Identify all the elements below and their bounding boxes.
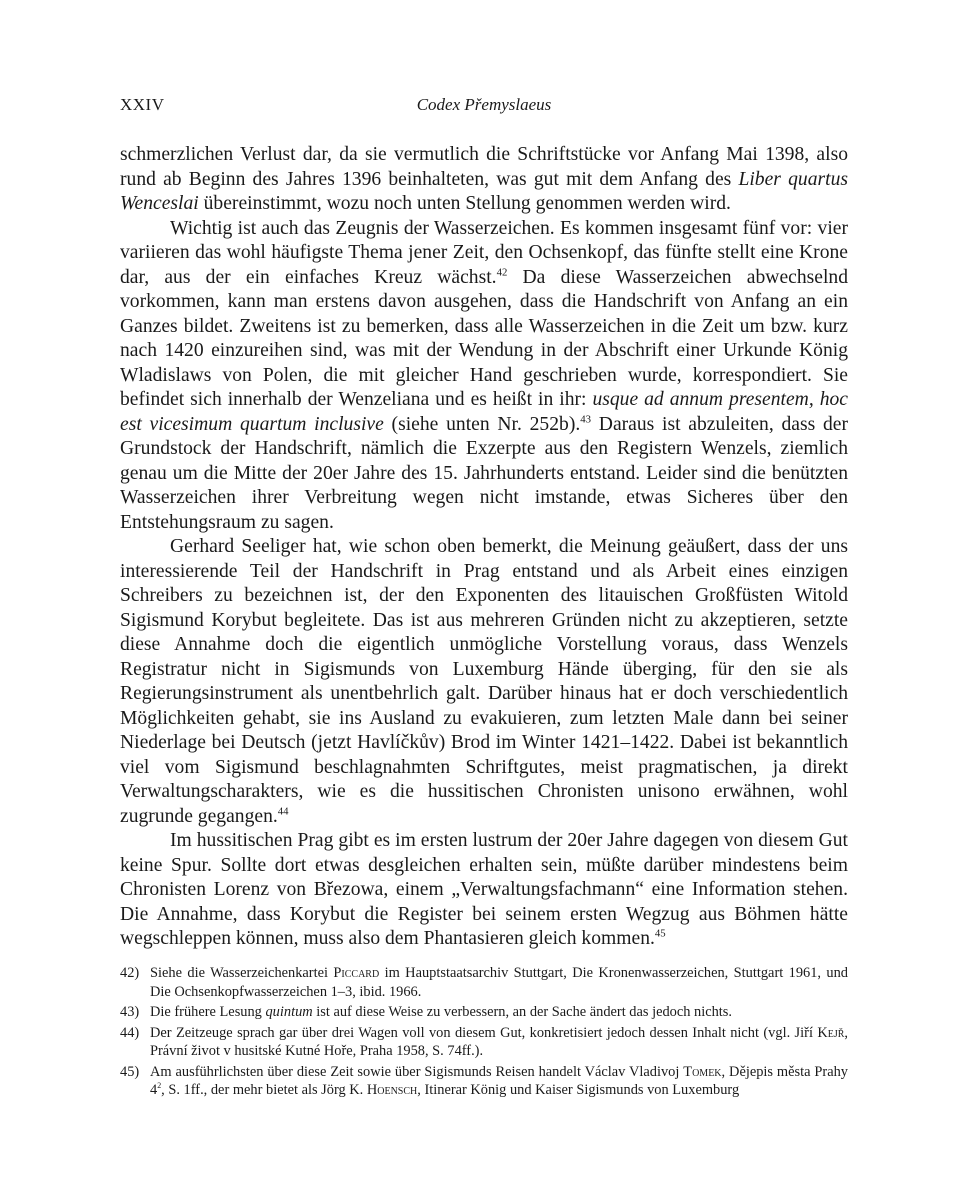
paragraph-1	[120, 143, 848, 217]
footnote-ref-42[interactable]: 42	[496, 265, 508, 278]
text-run: übereinstimmt, wozu noch unten Stellung genommen werden wird.	[198, 193, 731, 214]
latin-quote: usque ad annum presentem, hoc est vicesimum quartum inclusive	[120, 389, 848, 435]
footnotes	[120, 964, 848, 1102]
main-text	[120, 143, 848, 952]
text-run: , S. 1ff., der mehr bietet als Jörg K.	[161, 1082, 367, 1098]
footnote-42	[120, 964, 848, 1001]
footnote-ref-45[interactable]: 45	[654, 927, 666, 940]
text-run: Siehe die Wasserzeichenkartei	[150, 965, 334, 981]
footnote-number: 42)	[120, 965, 140, 981]
text-run: im Hauptstaatsarchiv Stuttgart, Die Kronenwasserzeichen, Stuttgart 1961, und Die Ochsenkopfwasserzeichen 1–3, ibid. 1966.	[150, 965, 848, 1000]
text-run: Am ausführlichsten über diese Zeit sowie über Sigismunds Reisen handelt Václav Vladivoj	[150, 1063, 684, 1080]
footnote-45	[120, 1063, 848, 1100]
text-run: , Právní život v husitské Kutné Hoře, Praha 1958, S. 74ff.).	[150, 1024, 848, 1059]
text-run: Daraus ist abzuleiten, dass der Grundstock der Handschrift, nämlich die Exzerpte aus den Registern Wenzels, ziemlich genau um die Mitte der 20er Jahre des 15. Jahrhunderts entstand. Leider sind die benützten Wasserzeichen ihrer Verbreitung wegen nicht imstande, etwas Sicheres über den Entstehungsraum zu sagen.	[120, 413, 848, 533]
footnote-ref-43[interactable]: 43	[580, 412, 592, 425]
text-run: Wichtig ist auch das Zeugnis der Wasserzeichen. Es kommen insgesamt fünf vor: vier variieren das wohl häufigste Thema jener Zeit, den Ochsenkopf, das fünfte stellt eine Krone dar, aus der ein einfaches Kreuz wächst.	[120, 217, 848, 288]
edition-superscript: 2	[157, 1081, 162, 1091]
footnote-text	[150, 1063, 848, 1100]
text-run: ist auf diese Weise zu verbessern, an der Sache ändert das jedoch nichts.	[312, 1004, 733, 1020]
footnote-44	[120, 1024, 848, 1061]
footnote-number: 44)	[120, 1024, 140, 1041]
italic-title: Liber quartus Wenceslai	[120, 168, 848, 214]
author-name: Hoensch	[366, 1082, 418, 1098]
author-name: Piccard	[333, 965, 380, 981]
footnote-text	[150, 1003, 848, 1022]
page-header	[120, 95, 848, 119]
text-run: (siehe unten Nr. 252b).	[383, 413, 581, 435]
text-run: Gerhard Seeliger hat, wie schon oben bemerkt, die Meinung geäußert, dass der uns interessierende Teil der Handschrift in Prag entstand und als Arbeit eines einzigen Schreibers zu bezeichnen ist, der den Exponenten des litauischen Großfüsten Witold Sigismund Korybut begleitete. Das ist aus mehreren Gründen nicht zu akzeptieren, setzte diese Annahme doch die eigentlich unmögliche Vorstellung voraus, dass Wenzels Registratur nicht in Sigismunds von Luxemburg Hände überging, für den sie als Regierungsinstrument als unentbehrlich galt. Darüber hinaus hat er doch verschiedentlich Möglichkeiten gehabt, sie ins Ausland zu evakuieren, zum letzten Male dann bei seiner Niederlage bei Deutsch (jetzt Havlíčkův) Brod im Winter 1421–1422. Dabei ist bekanntlich viel vom Sigismund beschlagnahmten Schriftgutes, meist pragmatischen, ja direkt Verwaltungscharakters, wie es die hussitischen Chronisten unisono erwähnen, wohl zugrunde gegangen.	[120, 536, 848, 827]
footnote-text	[150, 964, 848, 1001]
author-name: Tomek	[683, 1063, 722, 1080]
text-run: schmerzlichen Verlust dar, da sie vermutlich die Schriftstücke vor Anfang Mai 1398, also rund ab Beginn des Jahres 1396 beinhalteten, was gut mit dem Anfang des	[120, 144, 848, 190]
text-run: Die frühere Lesung	[150, 1004, 266, 1020]
running-title: Codex Přemyslaeus	[416, 95, 552, 114]
paragraph-2	[120, 217, 848, 536]
page-number: XXIV	[120, 95, 165, 114]
text-run: , Itinerar König und Kaiser Sigismunds von Luxemburg	[417, 1082, 740, 1098]
footnote-text	[150, 1024, 848, 1061]
text-run: Da diese Wasserzeichen abwechselnd vorkommen, kann man erstens davon ausgehen, dass die Handschrift von Anfang an ein Ganzes bildet. Zweitens ist zu bemerken, dass alle Wasserzeichen in die Zeit um bzw. kurz nach 1420 einzureihen sind, was mit der Wendung in der Abschrift einer Urkunde König Wladislaws von Polen, die mit gleicher Hand geschrieben wurde, korrespondiert. Sie befindet sich innerhalb der Wenzeliana und es heißt in ihr:	[120, 266, 848, 410]
text-run: Der Zeitzeuge sprach gar über drei Wagen voll von diesem Gut, konkretisiert jedoch dessen Inhalt nicht (vgl. Jiří	[150, 1024, 818, 1041]
footnote-number: 45)	[120, 1063, 140, 1080]
text-run: , Dějepis města Prahy 4	[150, 1063, 848, 1098]
author-name: Kejř	[817, 1024, 845, 1041]
paragraph-3	[120, 535, 848, 829]
paragraph-4	[120, 829, 848, 952]
italic-word: quintum	[265, 1004, 313, 1020]
footnote-ref-44[interactable]: 44	[277, 804, 289, 817]
footnote-number: 43)	[120, 1004, 140, 1020]
text-run: Im hussitischen Prag gibt es im ersten lustrum der 20er Jahre dagegen von diesem Gut keine Spur. Sollte dort etwas desgleichen erhalten sein, müßte darüber mindestens beim Chronisten Lorenz von Březowa, einem „Verwaltungsfachmann“ eine Information stehen. Die Annahme, dass Korybut die Register bei seinem ersten Wegzug aus Böhmen hätte wegschleppen können, muss also dem Phantasieren gleich kommen.	[120, 830, 848, 949]
footnote-43	[120, 1003, 848, 1022]
